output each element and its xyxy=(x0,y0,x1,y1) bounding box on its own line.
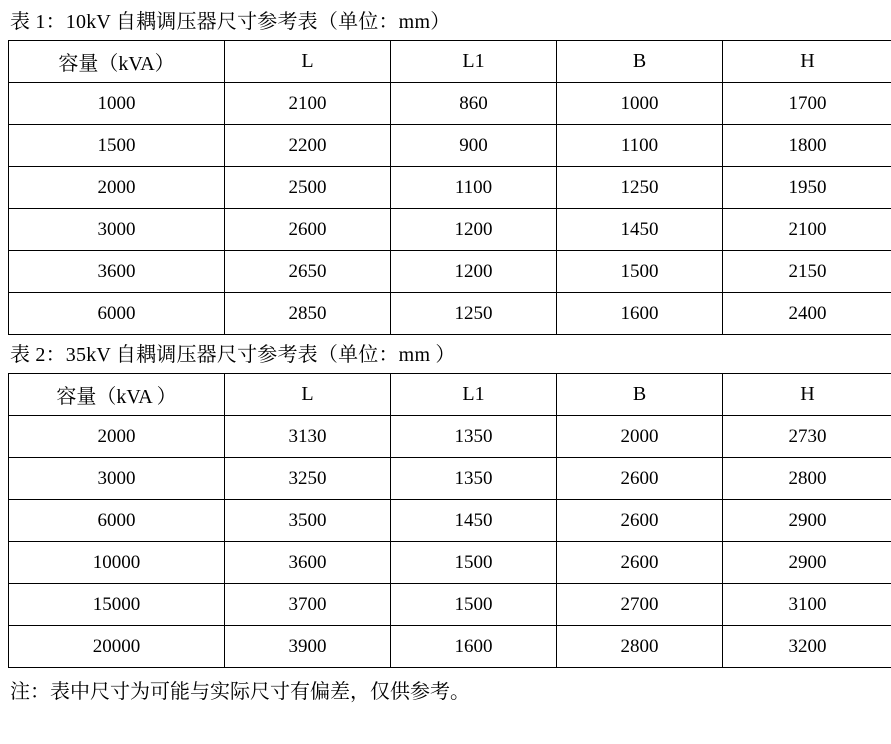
table-1-caption: 表 1：10kV 自耦调压器尺寸参考表（单位：mm） xyxy=(10,11,451,33)
cell-l1: 900 xyxy=(391,125,557,167)
cell-h: 2400 xyxy=(723,293,891,335)
cell-capacity: 6000 xyxy=(9,293,225,335)
cell-b: 2700 xyxy=(557,584,723,626)
cell-l: 3700 xyxy=(225,584,391,626)
cell-l1: 1100 xyxy=(391,167,557,209)
cell-l: 3500 xyxy=(225,500,391,542)
table-2 xyxy=(8,373,891,668)
header-cell-l: L xyxy=(225,374,391,416)
cell-l1: 860 xyxy=(391,83,557,125)
cell-l: 3900 xyxy=(225,626,391,668)
header-cell-l: L xyxy=(225,41,391,83)
cell-l: 2100 xyxy=(225,83,391,125)
table-row xyxy=(9,83,891,125)
table-row xyxy=(9,458,891,500)
cell-l1: 1350 xyxy=(391,458,557,500)
table-1 xyxy=(8,40,891,335)
cell-l1: 1500 xyxy=(391,584,557,626)
cell-l: 2600 xyxy=(225,209,391,251)
cell-capacity: 10000 xyxy=(9,542,225,584)
cell-h: 1950 xyxy=(723,167,891,209)
cell-capacity: 20000 xyxy=(9,626,225,668)
cell-h: 2730 xyxy=(723,416,891,458)
cell-h: 2100 xyxy=(723,209,891,251)
header-cell-capacity: 容量（kVA ） xyxy=(9,374,225,416)
cell-capacity: 3600 xyxy=(9,251,225,293)
footnote: 注：表中尺寸为可能与实际尺寸有偏差，仅供参考。 xyxy=(10,681,470,703)
cell-l1: 1600 xyxy=(391,626,557,668)
cell-l1: 1350 xyxy=(391,416,557,458)
table-row xyxy=(9,416,891,458)
table-row xyxy=(9,167,891,209)
cell-capacity: 2000 xyxy=(9,167,225,209)
cell-h: 2800 xyxy=(723,458,891,500)
cell-b: 2000 xyxy=(557,416,723,458)
cell-l: 2200 xyxy=(225,125,391,167)
cell-capacity: 3000 xyxy=(9,458,225,500)
table-row xyxy=(9,293,891,335)
cell-b: 1100 xyxy=(557,125,723,167)
cell-h: 2900 xyxy=(723,542,891,584)
table-2-caption: 表 2：35kV 自耦调压器尺寸参考表（单位：mm ） xyxy=(10,344,456,366)
cell-h: 2150 xyxy=(723,251,891,293)
cell-capacity: 3000 xyxy=(9,209,225,251)
cell-capacity: 15000 xyxy=(9,584,225,626)
table-header-row xyxy=(9,41,891,83)
header-cell-b: B xyxy=(557,41,723,83)
header-cell-l1: L1 xyxy=(391,374,557,416)
cell-l1: 1450 xyxy=(391,500,557,542)
cell-l: 3600 xyxy=(225,542,391,584)
cell-capacity: 1500 xyxy=(9,125,225,167)
cell-b: 1450 xyxy=(557,209,723,251)
cell-h: 2900 xyxy=(723,500,891,542)
cell-b: 1000 xyxy=(557,83,723,125)
cell-b: 2800 xyxy=(557,626,723,668)
table-row xyxy=(9,500,891,542)
cell-h: 3200 xyxy=(723,626,891,668)
header-cell-h: H xyxy=(723,41,891,83)
table-header-row xyxy=(9,374,891,416)
cell-b: 1500 xyxy=(557,251,723,293)
cell-l: 2850 xyxy=(225,293,391,335)
cell-h: 1700 xyxy=(723,83,891,125)
cell-l1: 1200 xyxy=(391,251,557,293)
cell-capacity: 1000 xyxy=(9,83,225,125)
cell-h: 1800 xyxy=(723,125,891,167)
cell-b: 2600 xyxy=(557,542,723,584)
table-row xyxy=(9,626,891,668)
cell-b: 1600 xyxy=(557,293,723,335)
cell-l: 2650 xyxy=(225,251,391,293)
cell-l1: 1500 xyxy=(391,542,557,584)
header-cell-capacity: 容量（kVA） xyxy=(9,41,225,83)
table-row xyxy=(9,584,891,626)
cell-l1: 1250 xyxy=(391,293,557,335)
cell-l: 3250 xyxy=(225,458,391,500)
cell-l1: 1200 xyxy=(391,209,557,251)
cell-l: 2500 xyxy=(225,167,391,209)
header-cell-h: H xyxy=(723,374,891,416)
table-row xyxy=(9,125,891,167)
header-cell-l1: L1 xyxy=(391,41,557,83)
cell-b: 2600 xyxy=(557,458,723,500)
table-row xyxy=(9,209,891,251)
header-cell-b: B xyxy=(557,374,723,416)
cell-h: 3100 xyxy=(723,584,891,626)
cell-b: 2600 xyxy=(557,500,723,542)
cell-l: 3130 xyxy=(225,416,391,458)
cell-capacity: 2000 xyxy=(9,416,225,458)
cell-capacity: 6000 xyxy=(9,500,225,542)
table-row xyxy=(9,542,891,584)
table-row xyxy=(9,251,891,293)
cell-b: 1250 xyxy=(557,167,723,209)
